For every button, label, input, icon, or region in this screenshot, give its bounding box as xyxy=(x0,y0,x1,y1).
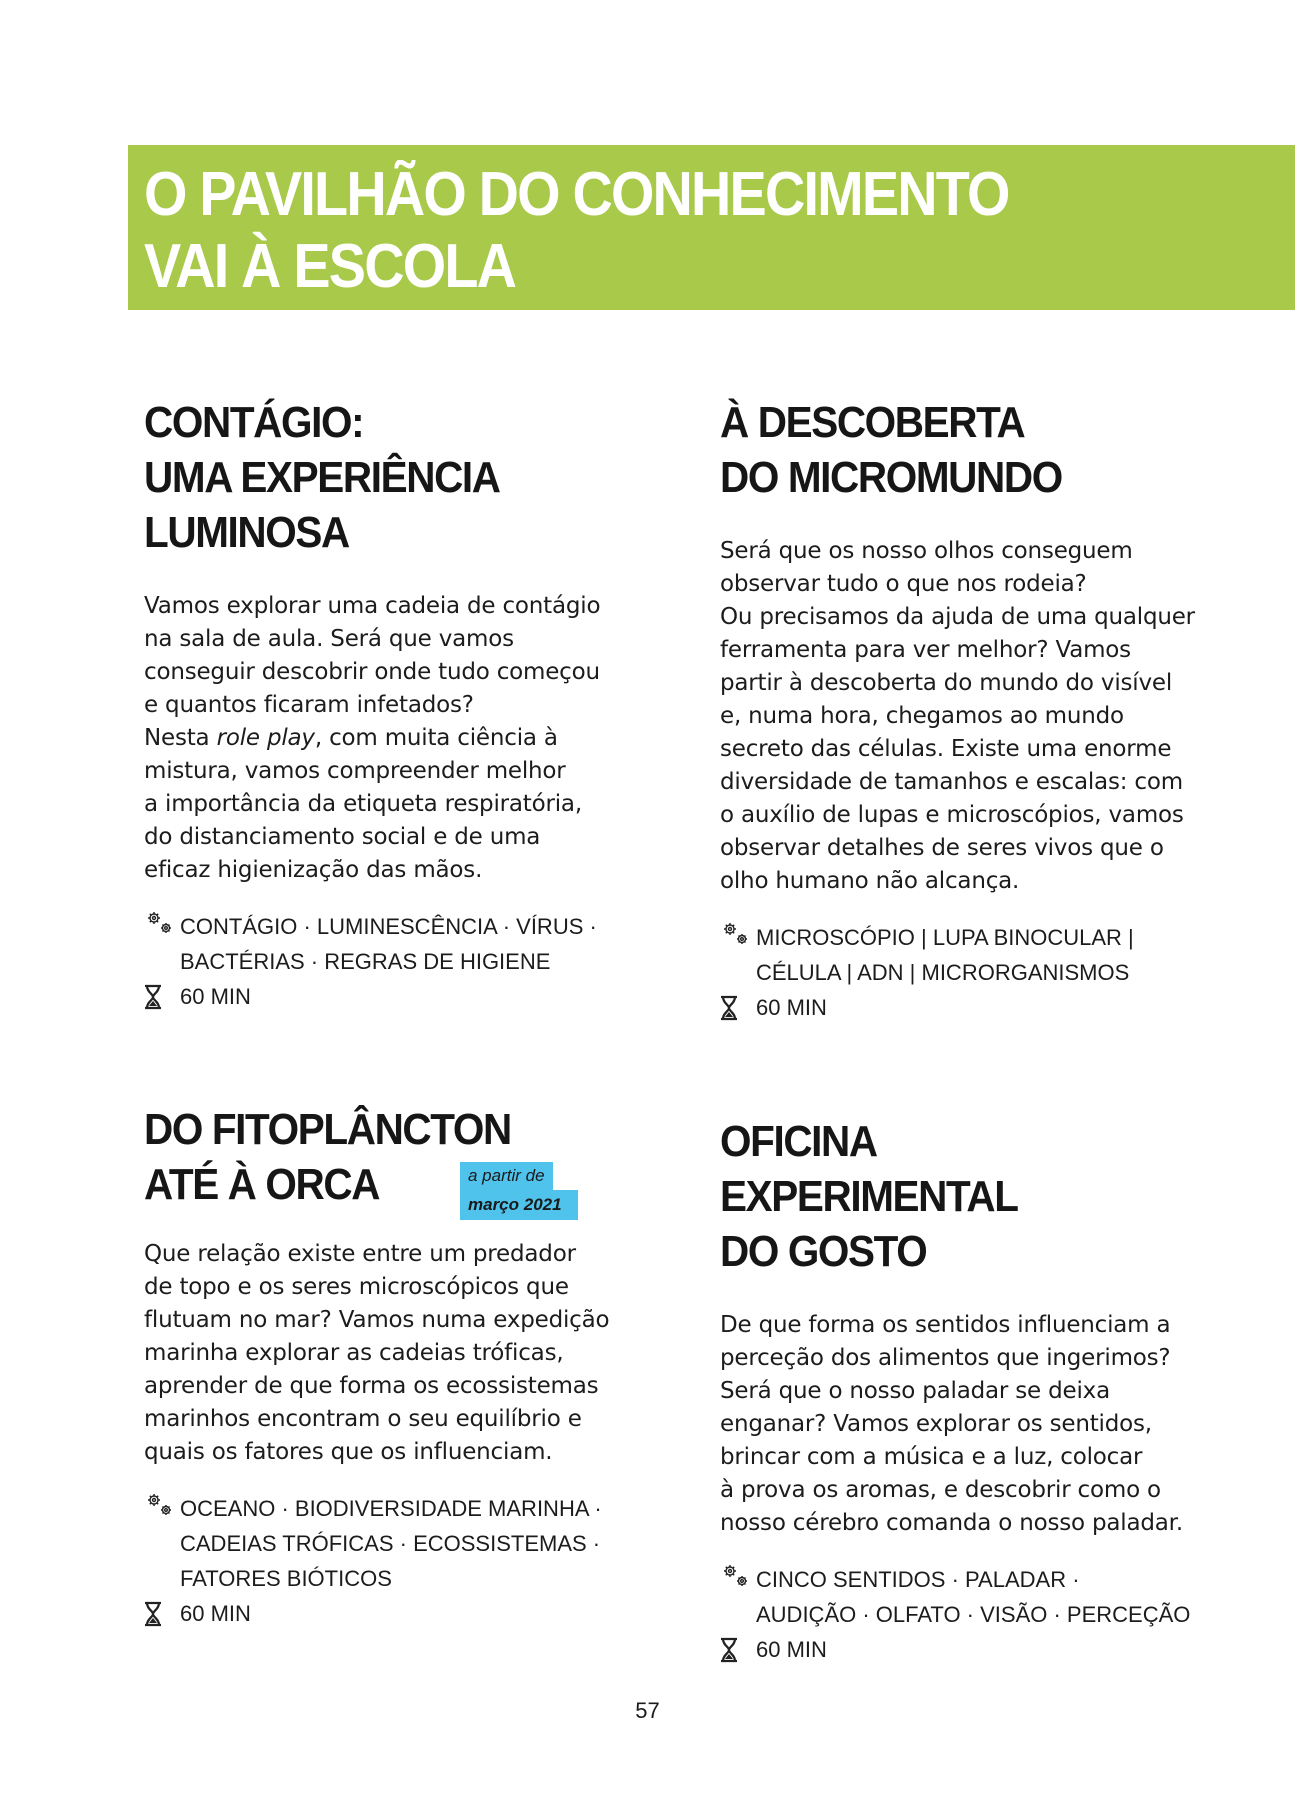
text-line: na sala de aula. Será que vamos xyxy=(144,626,514,652)
page-title-line: O PAVILHÃO DO CONHECIMENTO xyxy=(144,160,1009,229)
activity-card-contagio xyxy=(144,395,644,1014)
hourglass-icon xyxy=(142,1601,174,1633)
text-line: o auxílio de lupas e microscópios, vamos xyxy=(720,802,1184,828)
text-line: enganar? Vamos explorar os sentidos, xyxy=(720,1411,1152,1437)
text-line: e, numa hora, chegamos ao mundo xyxy=(720,703,1124,729)
gears-icon xyxy=(144,1491,176,1523)
text-line: aprender de que forma os ecossistemas xyxy=(144,1373,599,1399)
card-title xyxy=(720,395,1180,505)
text-line: Ou precisamos da ajuda de uma qualquer xyxy=(720,604,1195,630)
card-title-line: CONTÁGIO: xyxy=(144,398,364,447)
keywords-text: OCEANO · BIODIVERSIDADE MARINHA · xyxy=(180,1496,602,1521)
text-line: Que relação existe entre um predador xyxy=(144,1241,576,1267)
text-line: e quantos ficaram infetados? xyxy=(144,692,474,718)
duration-row xyxy=(720,990,1220,1025)
text-line: conseguir descobrir onde tudo começou xyxy=(144,659,600,685)
duration-row xyxy=(144,979,644,1014)
text-line: de topo e os seres microscópicos que xyxy=(144,1274,569,1300)
card-meta xyxy=(720,920,1220,1025)
card-title-line: DO GOSTO xyxy=(720,1227,927,1276)
text-line: do distanciamento social e de uma xyxy=(144,824,541,850)
text-line: quais os fatores que os influenciam. xyxy=(144,1439,553,1465)
text-line: De que forma os sentidos influenciam a xyxy=(720,1312,1171,1338)
text-line: Vamos explorar uma cadeia de contágio xyxy=(144,593,601,619)
duration-row xyxy=(144,1596,644,1631)
text-line: marinha explorar as cadeias tróficas, xyxy=(144,1340,564,1366)
card-meta xyxy=(720,1562,1220,1667)
text-line: secreto das células. Existe uma enorme xyxy=(720,736,1172,762)
text-fragment: , com muita ciência à xyxy=(314,725,558,751)
text-line: eficaz higienização das mãos. xyxy=(144,857,483,883)
keywords-text: FATORES BIÓTICOS xyxy=(180,1566,392,1591)
text-line: à prova os aromas, e descobrir como o xyxy=(720,1477,1161,1503)
text-fragment: Nesta xyxy=(144,725,217,751)
badge-line: março 2021 xyxy=(460,1190,578,1220)
card-title xyxy=(144,395,604,560)
card-title xyxy=(720,1114,1180,1279)
text-line: olho humano não alcança. xyxy=(720,868,1020,894)
card-description xyxy=(720,1309,1220,1540)
duration-row xyxy=(720,1632,1220,1667)
card-title-line: DO FITOPLÂNCTON xyxy=(144,1105,511,1154)
card-title-line: OFICINA xyxy=(720,1117,877,1166)
text-line: partir à descoberta do mundo do visível xyxy=(720,670,1173,696)
card-title-line: ATÉ À ORCA xyxy=(144,1160,380,1209)
text-line: brincar com a música e a luz, colocar xyxy=(720,1444,1143,1470)
keywords-row xyxy=(720,1562,1220,1597)
duration-text: 60 MIN xyxy=(756,1637,827,1662)
duration-text: 60 MIN xyxy=(180,1601,251,1626)
text-line: flutuam no mar? Vamos numa expedição xyxy=(144,1307,610,1333)
gears-icon xyxy=(720,1562,752,1594)
keywords-text: CÉLULA | ADN | MICRORGANISMOS xyxy=(756,960,1130,985)
availability-badge xyxy=(460,1162,585,1220)
text-line: nosso cérebro comanda o nosso paladar. xyxy=(720,1510,1183,1536)
card-meta xyxy=(144,1491,644,1631)
card-meta xyxy=(144,909,644,1014)
gears-icon xyxy=(144,909,176,941)
keywords-text: CONTÁGIO · LUMINESCÊNCIA · VÍRUS · xyxy=(180,914,597,939)
keywords-text: CADEIAS TRÓFICAS · ECOSSISTEMAS · xyxy=(180,1531,601,1556)
text-line: observar detalhes de seres vivos que o xyxy=(720,835,1164,861)
text-line: Será que o nosso paladar se deixa xyxy=(720,1378,1110,1404)
text-line: diversidade de tamanhos e escalas: com xyxy=(720,769,1183,795)
activity-card-gosto xyxy=(720,1114,1220,1667)
page-title xyxy=(144,159,1009,303)
keywords-text: AUDIÇÃO · OLFATO · VISÃO · PERCEÇÃO xyxy=(756,1602,1191,1627)
text-line: perceção dos alimentos que ingerimos? xyxy=(720,1345,1171,1371)
duration-text: 60 MIN xyxy=(180,984,251,1009)
duration-text: 60 MIN xyxy=(756,995,827,1020)
title-banner xyxy=(128,145,1295,310)
badge-line: a partir de xyxy=(460,1162,553,1190)
card-title-line: DO MICROMUNDO xyxy=(720,453,1062,502)
text-line: observar tudo o que nos rodeia? xyxy=(720,571,1087,597)
keywords-row xyxy=(144,1491,644,1526)
activity-card-micromundo xyxy=(720,395,1220,1025)
keywords-text: BACTÉRIAS · REGRAS DE HIGIENE xyxy=(180,949,551,974)
text-line: marinhos encontram o seu equilíbrio e xyxy=(144,1406,582,1432)
text-line: Será que os nosso olhos conseguem xyxy=(720,538,1133,564)
text-line: a importância da etiqueta respiratória, xyxy=(144,791,582,817)
hourglass-icon xyxy=(718,995,750,1027)
keywords-text: MICROSCÓPIO | LUPA BINOCULAR | xyxy=(756,925,1134,950)
card-title-line: À DESCOBERTA xyxy=(720,398,1025,447)
card-description xyxy=(144,1238,644,1469)
card-title-line: EXPERIMENTAL xyxy=(720,1172,1018,1221)
text-line xyxy=(144,722,644,755)
activity-card-fitoplancton xyxy=(144,1102,644,1631)
card-description xyxy=(720,535,1220,898)
hourglass-icon xyxy=(718,1637,750,1669)
text-emphasis: role play xyxy=(216,725,315,751)
keywords-row xyxy=(720,920,1220,955)
text-line: mistura, vamos compreender melhor xyxy=(144,758,566,784)
card-title-line: LUMINOSA xyxy=(144,508,349,557)
page-title-line: VAI À ESCOLA xyxy=(144,232,516,301)
page-number: 57 xyxy=(635,1698,660,1723)
keywords-row xyxy=(144,909,644,944)
gears-icon xyxy=(720,920,752,952)
text-line: ferramenta para ver melhor? Vamos xyxy=(720,637,1131,663)
hourglass-icon xyxy=(142,984,174,1016)
card-title-line: UMA EXPERIÊNCIA xyxy=(144,453,500,502)
keywords-text: CINCO SENTIDOS · PALADAR · xyxy=(756,1567,1080,1592)
card-description xyxy=(144,590,644,887)
